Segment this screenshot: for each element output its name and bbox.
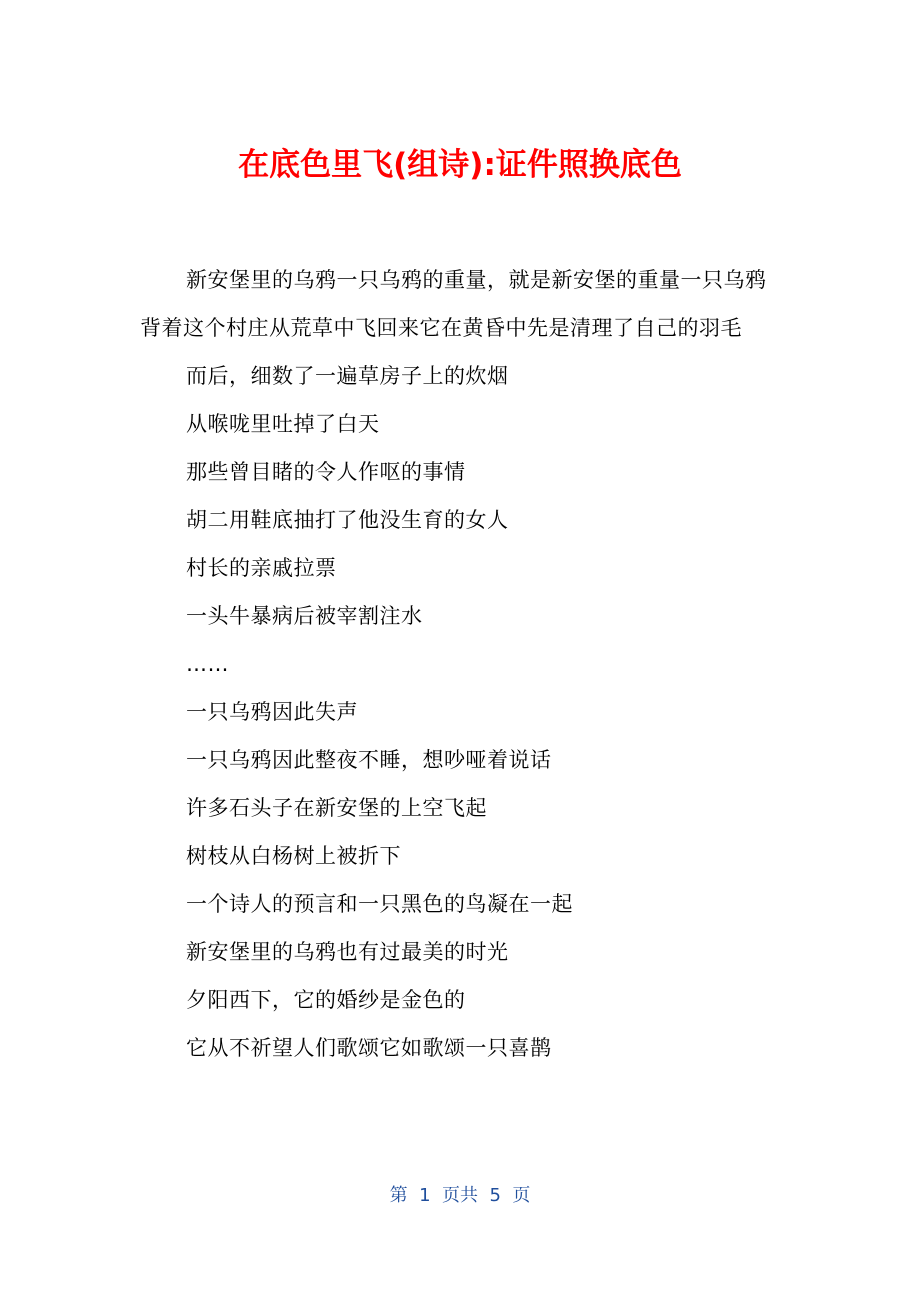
- poem-line: 树枝从白杨树上被折下: [186, 844, 401, 868]
- poem-line: 一个诗人的预言和一只黑色的鸟凝在一起: [186, 892, 573, 916]
- poem-line: 胡二用鞋底抽打了他没生育的女人: [186, 508, 509, 532]
- page-number-footer: 第 1 页共 5 页: [389, 1185, 531, 1206]
- document-title: 在底色里飞(组诗):证件照换底色: [238, 147, 682, 183]
- poem-line: 许多石头子在新安堡的上空飞起: [186, 796, 487, 820]
- poem-line: 一只乌鸦因此整夜不睡，想吵哑着说话: [186, 748, 552, 772]
- ellipsis-line: ……: [186, 652, 229, 676]
- poem-line: 而后，细数了一遍草房子上的炊烟: [186, 364, 509, 388]
- poem-line: 从喉咙里吐掉了白天: [186, 412, 380, 436]
- poem-line: 村长的亲戚拉票: [186, 556, 337, 580]
- poem-line: 夕阳西下，它的婚纱是金色的: [186, 988, 466, 1012]
- poem-line: 它从不祈望人们歌颂它如歌颂一只喜鹊: [186, 1036, 552, 1060]
- poem-line: 那些曾目睹的令人作呕的事情: [186, 460, 466, 484]
- first-paragraph: 新安堡里的乌鸦一只乌鸦的重量，就是新安堡的重量一只乌鸦背着这个村庄从荒草中飞回来它在黄昏中先是清理了自己的羽毛: [140, 268, 767, 340]
- poem-line: 一头牛暴病后被宰割注水: [186, 604, 423, 628]
- poem-line: 一只乌鸦因此失声: [186, 700, 358, 724]
- poem-line: 新安堡里的乌鸦也有过最美的时光: [186, 940, 509, 964]
- poem-body: [140, 256, 780, 1072]
